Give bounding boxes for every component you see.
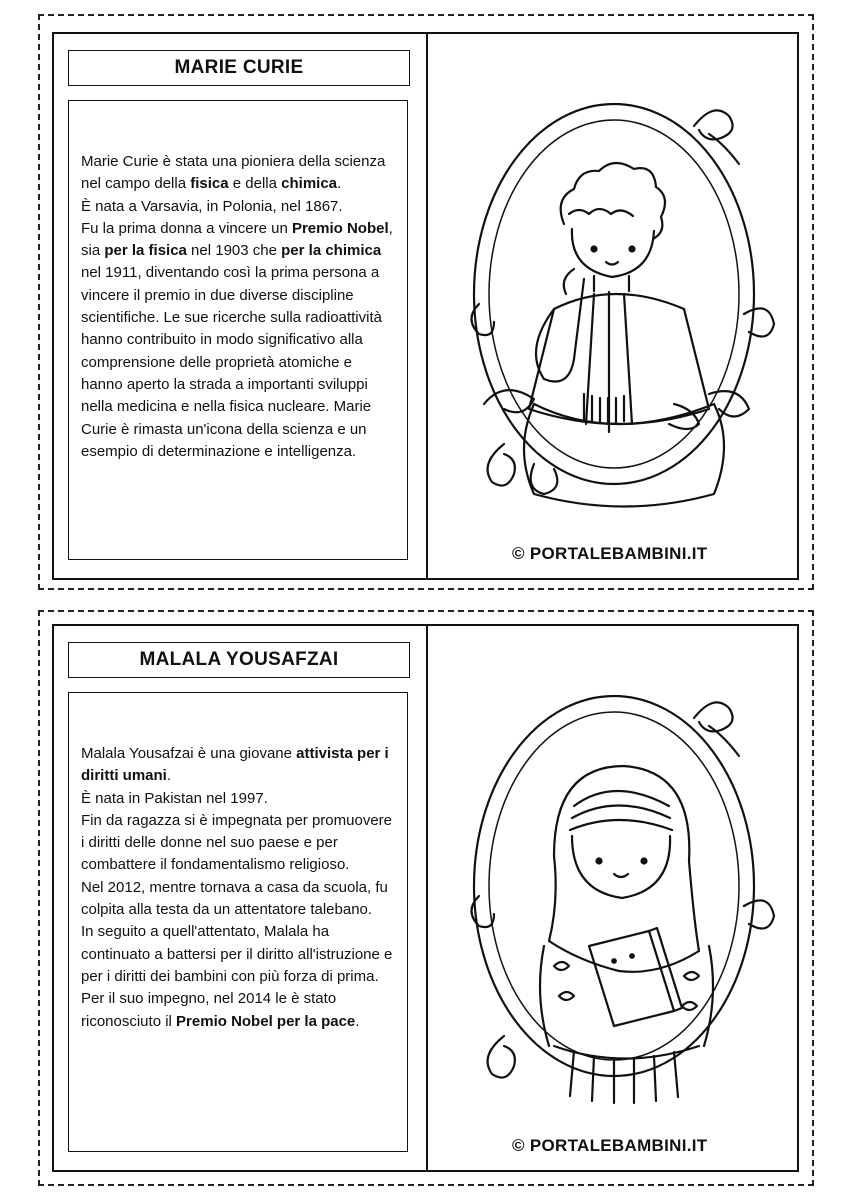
text-segment: Malala Yousafzai è una giovane: [81, 745, 297, 762]
text-segment: È nata a Varsavia, in Polonia, nel 1867.: [81, 197, 343, 215]
text-segment: Fin da ragazza si è impegnata per promuovere i diritti delle donne nel suo paese e per combattere il fondamentalismo religioso.: [81, 811, 393, 874]
biography-paragraph: [81, 151, 397, 196]
bold-text: Premio Nobel: [291, 219, 389, 237]
malala-yousafzai-portrait-illustration: [444, 656, 784, 1116]
bold-text: Premio Nobel per la pace: [176, 1012, 356, 1030]
biography-paragraph: [81, 788, 397, 810]
card-title: MALALA YOUSAFZAI: [68, 642, 410, 678]
card-marie-curie: [52, 32, 799, 580]
biography-text: [68, 692, 408, 1152]
marie-curie-portrait-illustration: [444, 64, 784, 524]
card-fold-line: [426, 34, 428, 578]
card-fold-line: [426, 626, 428, 1170]
biography-paragraph: [81, 877, 397, 922]
biography-text: [68, 100, 408, 560]
bold-text: per la fisica: [104, 242, 187, 260]
copyright-label: © PORTALEBAMBINI.IT: [512, 1136, 708, 1155]
copyright-label: © PORTALEBAMBINI.IT: [512, 544, 708, 563]
biography-paragraph: [81, 743, 397, 788]
biography-paragraph: [81, 810, 397, 877]
bold-text: fisica: [190, 175, 229, 193]
bold-text: attivista per i diritti umani: [81, 745, 389, 785]
text-segment: Marie Curie è stata una pioniera della scienza nel campo della: [81, 153, 386, 193]
text-segment: Nel 2012, mentre tornava a casa da scuola, fu colpita alla testa da un attentatore talebano.: [81, 878, 388, 919]
text-segment: Fu la prima donna a vincere un: [81, 219, 292, 237]
bold-text: chimica: [281, 175, 338, 193]
text-segment: È nata in Pakistan nel 1997.: [81, 789, 268, 807]
text-segment: In seguito a quell'attentato, Malala ha continuato a battersi per il diritto all'istruzione e per i diritti dei bambini con più forza di prima. Per il suo impegno, nel 2014 le è stato riconosciuto il: [81, 923, 393, 1030]
text-segment: nel 1911, diventando così la prima persona a vincere il premio in due diverse discipline scientifiche. Le sue ricerche sulla radioattività hanno contribuito in modo significativo alla comprensione delle proprietà atomiche e hanno aperto la strada a importanti sviluppi nella medicina e nella fisica nucleare. Marie Curie è rimasta un'icona della scienza e un esempio di determinazione e intelligenza.: [81, 264, 382, 460]
biography-paragraph: [81, 218, 397, 463]
text-segment: .: [166, 767, 172, 785]
bold-text: per la chimica: [281, 242, 382, 260]
text-segment: .: [337, 175, 342, 193]
text-segment: e della: [228, 175, 282, 193]
text-segment: , sia: [81, 219, 393, 260]
card-title: MARIE CURIE: [68, 50, 410, 86]
text-segment: nel 1903 che: [186, 242, 282, 260]
biography-paragraph: [81, 196, 397, 218]
text-segment: .: [355, 1012, 360, 1030]
biography-paragraph: [81, 921, 397, 1032]
card-malala-yousafzai: [52, 624, 799, 1172]
